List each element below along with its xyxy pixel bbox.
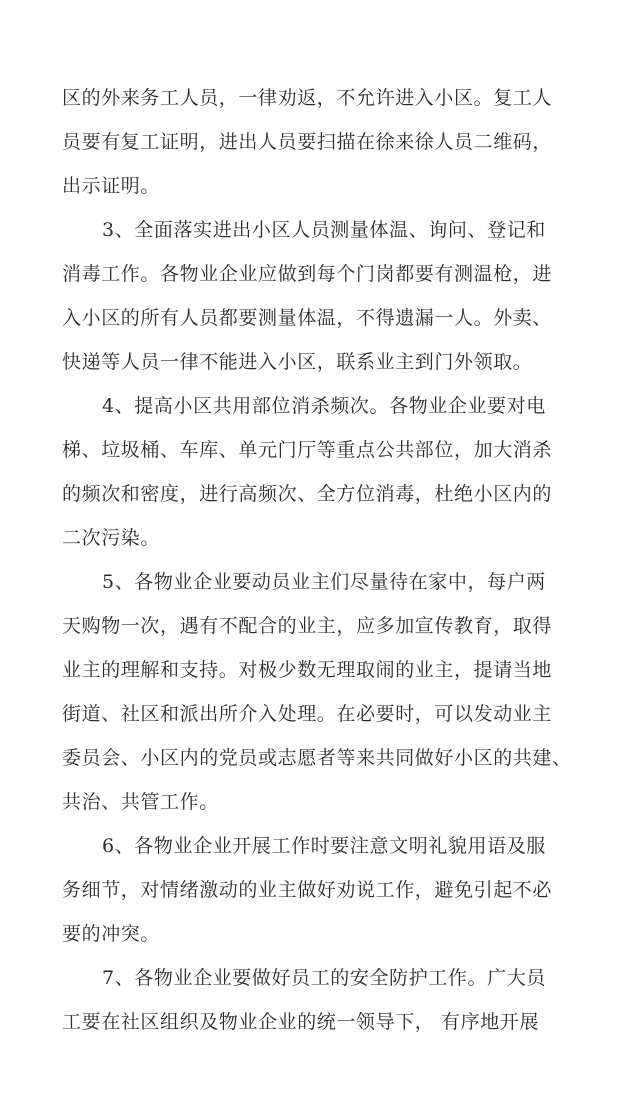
text-line: 委员会、小区内的党员或志愿者等来共同做好小区的共建、 xyxy=(62,747,572,769)
text-line: 的频次和密度，进行高频次、全方位消毒，杜绝小区内的 xyxy=(62,483,553,505)
document-body xyxy=(62,76,610,1044)
text-line: 共治、共管工作。 xyxy=(62,791,219,813)
paragraph-first-line: 7、各物业企业要做好员工的安全防护工作。广大员 xyxy=(102,967,546,989)
text-line: 出示证明。 xyxy=(62,175,161,197)
paragraph-first-line: 3、全面落实进出小区人员测量体温、询问、登记和 xyxy=(102,219,546,241)
text-line: 二次污染。 xyxy=(62,527,161,549)
text-line: 消毒工作。各物业企业应做到每个门岗都要有测温枪，进 xyxy=(62,263,553,285)
paragraph-first-line: 5、各物业企业要动员业主们尽量待在家中，每户两 xyxy=(102,571,546,593)
text-line: 入小区的所有人员都要测量体温，不得遗漏一人。外卖、 xyxy=(62,307,553,329)
text-line: 街道、社区和派出所介入处理。在必要时，可以发动业主 xyxy=(62,703,553,725)
text-line: 要的冲突。 xyxy=(62,923,161,945)
text-line: 员要有复工证明，进出人员要扫描在徐来徐人员二维码， xyxy=(62,131,553,153)
paragraph-first-line: 4、提高小区共用部位消杀频次。各物业企业要对电 xyxy=(102,395,546,417)
text-line: 区的外来务工人员，一律劝返，不允许进入小区。复工人 xyxy=(62,87,553,109)
text-line: 天购物一次，遇有不配合的业主，应多加宣传教育，取得 xyxy=(62,615,553,637)
text-line: 务细节，对情绪激动的业主做好劝说工作，避免引起不必 xyxy=(62,879,553,901)
paragraph-first-line: 6、各物业企业开展工作时要注意文明礼貌用语及服 xyxy=(102,835,546,857)
text-line: 工要在社区组织及物业企业的统一领导下， 有序地开展 xyxy=(62,1011,540,1033)
text-line: 业主的理解和支持。对极少数无理取闹的业主，提请当地 xyxy=(62,659,553,681)
text-line: 快递等人员一律不能进入小区，联系业主到门外领取。 xyxy=(62,351,533,373)
text-line: 梯、垃圾桶、车库、单元门厅等重点公共部位，加大消杀 xyxy=(62,439,553,461)
